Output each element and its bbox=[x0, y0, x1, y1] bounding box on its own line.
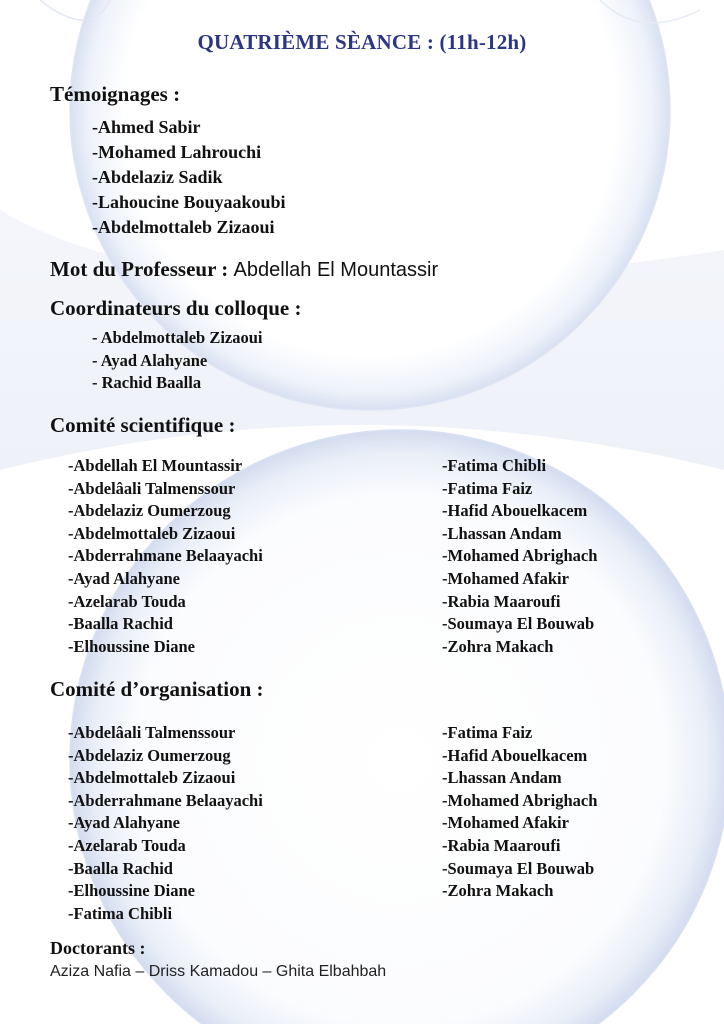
comite-organisation-left bbox=[68, 722, 263, 925]
list-item: -Abdelaziz Sadik bbox=[92, 167, 223, 187]
list-item: -Abderrahmane Belaayachi bbox=[68, 546, 263, 566]
list-item: -Abdelmottaleb Zizaoui bbox=[92, 217, 275, 237]
list-item: -Abdelâali Talmenssour bbox=[68, 478, 236, 498]
list-item: -Ahmed Sabir bbox=[92, 117, 201, 137]
mot-professeur bbox=[50, 257, 438, 282]
list-item: -Elhoussine Diane bbox=[68, 636, 195, 656]
list-item: - Ayad Alahyane bbox=[92, 350, 208, 370]
list-item: -Lhassan Andam bbox=[442, 768, 562, 788]
list-item: -Baalla Rachid bbox=[68, 858, 173, 878]
mot-professeur-name: Abdellah El Mountassir bbox=[233, 259, 439, 281]
list-item: -Abdellah El Mountassir bbox=[68, 456, 243, 475]
list-item: -Elhoussine Diane bbox=[68, 881, 195, 901]
list-item: -Hafid Abouelkacem bbox=[442, 501, 588, 521]
comite-organisation-heading: Comité d’organisation : bbox=[50, 677, 264, 701]
coordinateurs-heading: Coordinateurs du colloque : bbox=[50, 296, 302, 320]
comite-scientifique-heading: Comité scientifique : bbox=[50, 413, 236, 437]
list-item: -Baalla Rachid bbox=[68, 614, 173, 634]
list-item: -Fatima Faiz bbox=[442, 478, 533, 498]
list-item: -Abdelâali Talmenssour bbox=[68, 723, 236, 742]
list-item: -Lhassan Andam bbox=[442, 523, 562, 543]
list-item: -Soumaya El Bouwab bbox=[442, 614, 595, 634]
temoignages-list bbox=[92, 115, 286, 240]
list-item: -Abdelaziz Oumerzoug bbox=[68, 501, 231, 521]
list-item: -Rabia Maaroufi bbox=[442, 835, 561, 855]
list-item: -Mohamed Afakir bbox=[442, 568, 569, 588]
temoignages-heading: Témoignages : bbox=[50, 82, 181, 106]
comite-organisation-right bbox=[442, 722, 597, 903]
list-item: -Abdelmottaleb Zizaoui bbox=[68, 523, 236, 543]
comite-scientifique-right bbox=[442, 455, 597, 658]
list-item: -Hafid Abouelkacem bbox=[442, 745, 588, 765]
list-item: -Soumaya El Bouwab bbox=[442, 858, 595, 878]
list-item: - Abdelmottaleb Zizaoui bbox=[92, 328, 263, 347]
list-item: -Abdelmottaleb Zizaoui bbox=[68, 768, 236, 788]
list-item: -Abdelaziz Oumerzoug bbox=[68, 745, 231, 765]
list-item: -Zohra Makach bbox=[442, 636, 554, 656]
list-item: -Mohamed Afakir bbox=[442, 813, 569, 833]
list-item: -Mohamed Lahrouchi bbox=[92, 142, 262, 162]
list-item: -Ayad Alahyane bbox=[68, 568, 181, 588]
session-title: QUATRIÈME SÈANCE : (11h-12h) bbox=[197, 30, 527, 54]
list-item: -Mohamed Abrighach bbox=[442, 546, 598, 566]
list-item: -Abderrahmane Belaayachi bbox=[68, 790, 263, 810]
list-item: -Zohra Makach bbox=[442, 881, 554, 901]
list-item: -Rabia Maaroufi bbox=[442, 591, 561, 611]
mot-professeur-label: Mot du Professeur : bbox=[50, 257, 229, 281]
list-item: -Lahoucine Bouyaakoubi bbox=[92, 192, 286, 212]
list-item: -Azelarab Touda bbox=[68, 591, 186, 611]
list-item: -Fatima Chibli bbox=[442, 456, 547, 475]
list-item: -Ayad Alahyane bbox=[68, 813, 181, 833]
coordinateurs-list bbox=[92, 327, 263, 395]
list-item: - Rachid Baalla bbox=[92, 373, 202, 392]
list-item: -Mohamed Abrighach bbox=[442, 790, 598, 810]
list-item: -Fatima Chibli bbox=[68, 903, 173, 923]
doctorants-heading: Doctorants : bbox=[50, 938, 146, 958]
list-item: -Fatima Faiz bbox=[442, 723, 533, 742]
doctorants-names: Aziza Nafia – Driss Kamadou – Ghita Elbahbah bbox=[50, 963, 387, 980]
list-item: -Azelarab Touda bbox=[68, 835, 186, 855]
comite-scientifique-left bbox=[68, 455, 263, 658]
